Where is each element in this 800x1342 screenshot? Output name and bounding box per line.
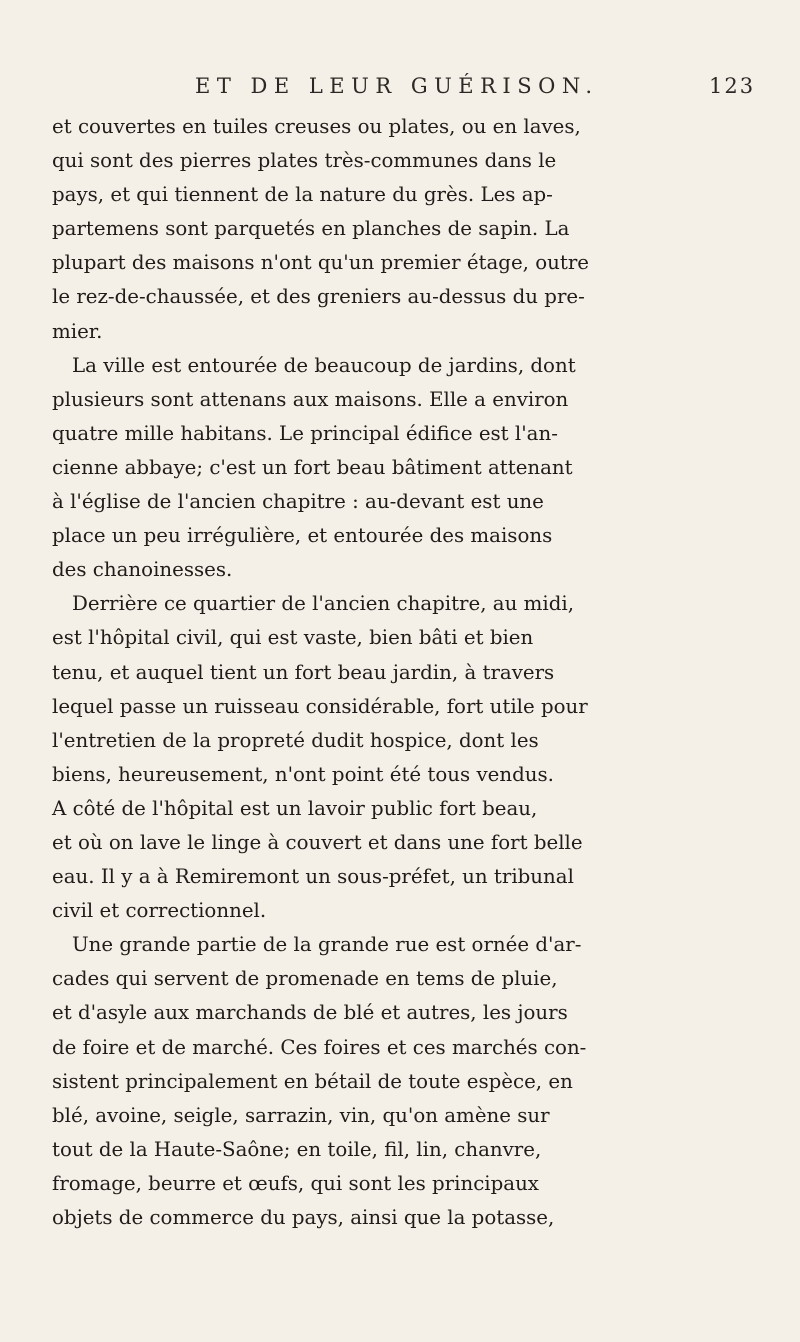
text-line: cades qui servent de promenade en tems de pluie, — [52, 967, 558, 991]
text-line: des chanoinesses. — [52, 558, 233, 582]
body-text — [52, 110, 752, 1235]
paragraph-start-line: Une grande partie de la grande rue est ornée d'ar- — [72, 933, 582, 957]
text-line: qui sont des pierres plates très-communes dans le — [52, 149, 557, 173]
paragraph-start-line: La ville est entourée de beaucoup de jardins, dont — [72, 353, 576, 377]
text-line: plusieurs sont attenans aux maisons. Elle a environ — [52, 387, 569, 411]
text-line: pays, et qui tiennent de la nature du grès. Les ap- — [52, 183, 553, 207]
running-head: ET DE LEUR GUÉRISON. — [195, 74, 599, 98]
text-line: place un peu irrégulière, et entourée des maisons — [52, 524, 553, 548]
text-line: objets de commerce du pays, ainsi que la potasse, — [52, 1206, 555, 1229]
text-line: est l'hôpital civil, qui est vaste, bien bâti et bien — [52, 626, 534, 650]
text-line: mier. — [52, 319, 103, 343]
text-line: cienne abbaye; c'est un fort beau bâtiment attenant — [52, 455, 573, 479]
text-line: et d'asyle aux marchands de blé et autres, les jours — [52, 1001, 568, 1025]
text-line: A côté de l'hôpital est un lavoir public fort beau, — [52, 796, 538, 820]
text-line: de foire et de marché. Ces foires et ces marchés con- — [52, 1035, 587, 1059]
text-line: quatre mille habitans. Le principal édifice est l'an- — [52, 421, 558, 445]
page-number: 123 — [709, 74, 756, 98]
text-line: fromage, beurre et œufs, qui sont les principaux — [52, 1171, 539, 1195]
text-line: plupart des maisons n'ont qu'un premier étage, outre — [52, 251, 589, 275]
text-line: tout de la Haute-Saône; en toile, fil, lin, chanvre, — [52, 1137, 542, 1161]
text-line: blé, avoine, seigle, sarrazin, vin, qu'on amène sur — [52, 1103, 550, 1127]
text-line: et couvertes en tuiles creuses ou plates, ou en laves, — [52, 115, 581, 138]
text-line: et où on lave le linge à couvert et dans une fort belle — [52, 830, 583, 854]
text-line: partemens sont parquetés en planches de sapin. La — [52, 217, 570, 241]
text-line: tenu, et auquel tient un fort beau jardin, à travers — [52, 660, 555, 684]
text-line: civil et correctionnel. — [52, 899, 267, 923]
paragraph-start-line: Derrière ce quartier de l'ancien chapitre, au midi, — [72, 592, 574, 616]
text-line: sistent principalement en bétail de toute espèce, en — [52, 1069, 573, 1093]
text-line: lequel passe un ruisseau considérable, fort utile pour — [52, 694, 588, 718]
text-line: l'entretien de la propreté dudit hospice, dont les — [52, 728, 539, 752]
text-line: biens, heureusement, n'ont point été tous vendus. — [52, 762, 554, 786]
text-line: eau. Il y a à Remiremont un sous-préfet, un tribunal — [52, 865, 574, 889]
text-line: à l'église de l'ancien chapitre : au-devant est une — [52, 490, 544, 514]
text-line: le rez-de-chaussée, et des greniers au-dessus du pre- — [52, 285, 585, 309]
